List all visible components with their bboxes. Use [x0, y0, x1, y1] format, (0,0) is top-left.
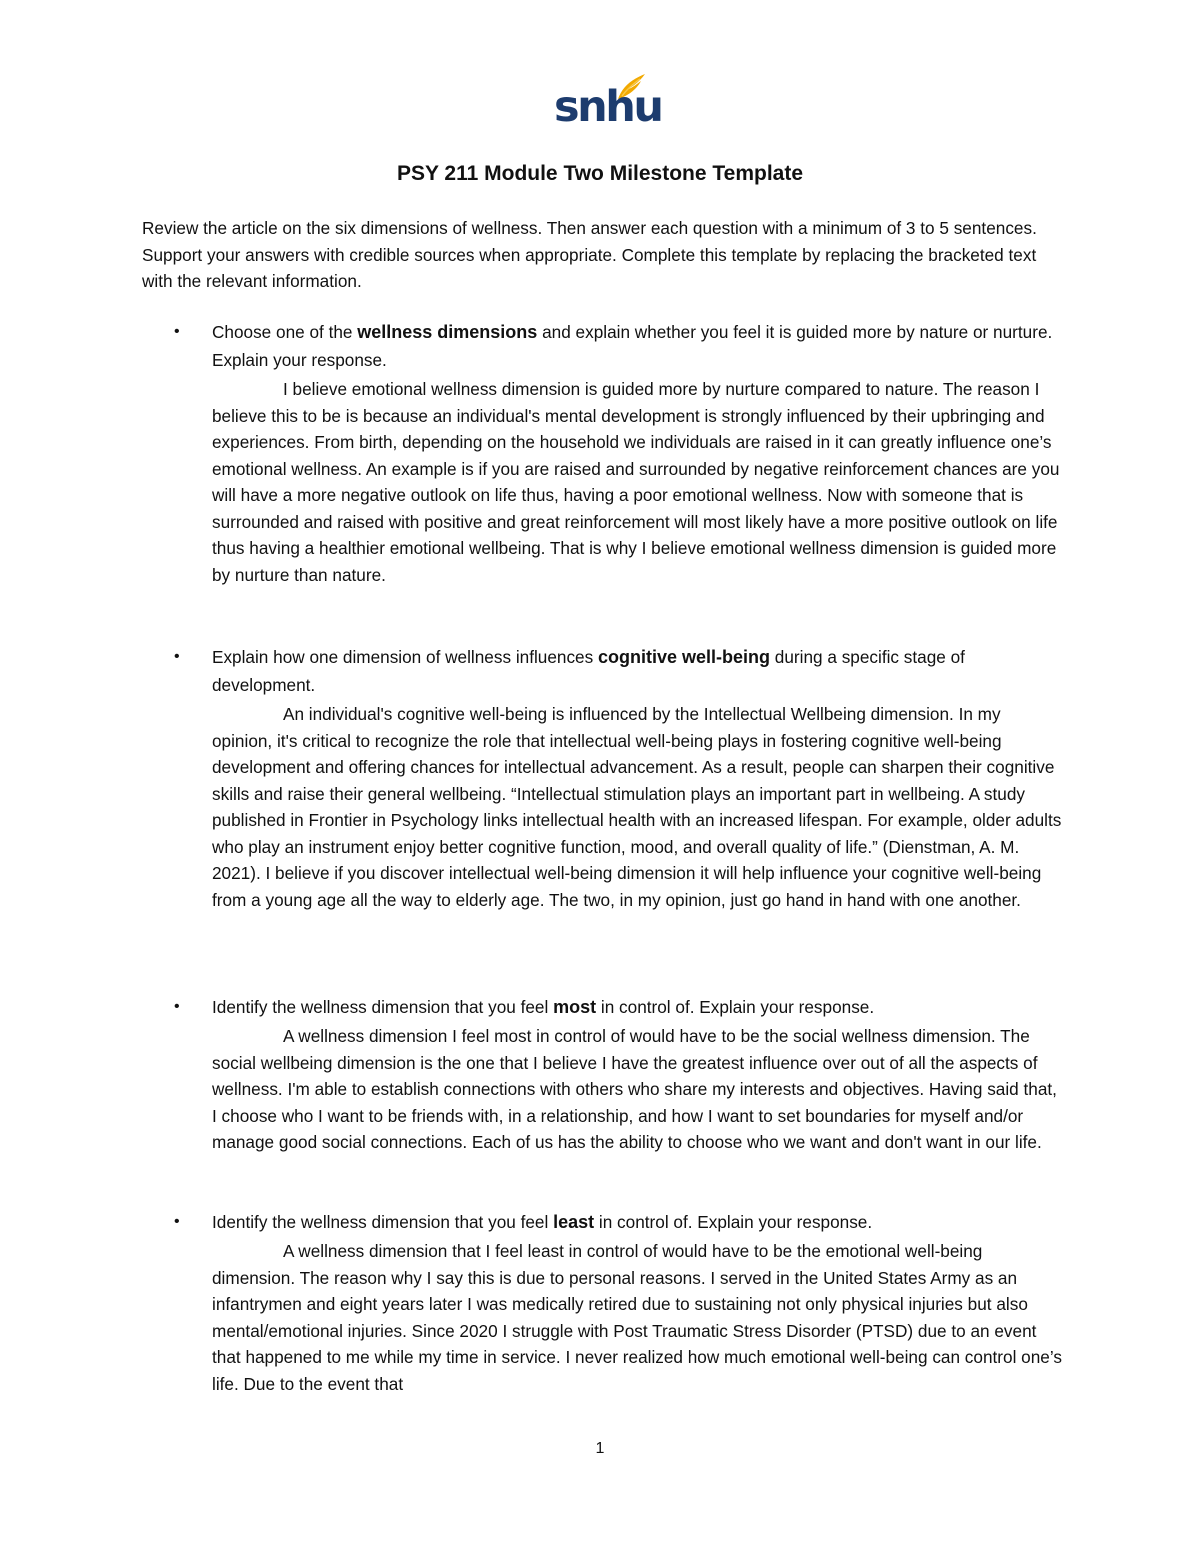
emphasis: cognitive well-being [598, 647, 771, 667]
emphasis: least [553, 1212, 595, 1232]
question-answer: A wellness dimension I feel most in control of would have to be the social wellness dimension. The social wellbeing dimension is the one that I believe I have the greatest influence over out of all the aspects of wellness. I'm able to establish connections with others who share my interests and objectives. Having said that, I choose who I want to be friends with, in a relationship, and how I want to set boundaries for myself and/or manage good social connections. Each of us has the ability to choose who we want and don't want in our life. [212, 1026, 1057, 1152]
bullet-icon: • [174, 998, 180, 1015]
question-item-cognitive [142, 643, 1062, 913]
intro-paragraph: Review the article on the six dimensions of wellness. Then answer each question with a minimum of 3 to 5 sentences. Support your answers with credible sources when appropriate. Complete this template by replacing the bracketed text with the relevant information. [142, 218, 1037, 291]
bullet-icon: • [174, 1213, 180, 1230]
question-item-nature-nurture [142, 318, 1062, 588]
bullet-icon: • [174, 648, 180, 665]
bullet-icon: • [174, 323, 180, 340]
question-item-most-control [142, 993, 1062, 1156]
question-prompt: Explain how one dimension of wellness influences cognitive well-being during a specific stage of development. [212, 647, 965, 695]
snhu-logo [552, 72, 662, 134]
question-prompt: Choose one of the wellness dimensions and explain whether you feel it is guided more by nature or nurture. Explain your response. [212, 322, 1053, 370]
question-prompt: Identify the wellness dimension that you feel most in control of. Explain your response. [212, 997, 875, 1017]
emphasis: wellness dimensions [357, 322, 538, 342]
question-answer: I believe emotional wellness dimension is guided more by nurture compared to nature. The reason I believe this to be is because an individual's mental development is strongly influenced by their upbringing and experiences. From birth, depending on the household we individuals are raised in it can greatly influence one’s emotional wellness. An example is if you are raised and surrounded by negative reinforcement chances are you will have a more negative outlook on life thus, having a poor emotional wellness. Now with someone that is surrounded and raised with positive and great reinforcement will most likely have a more positive outlook on life thus having a healthier emotional wellbeing. That is why I believe emotional wellness dimension is guided more by nurture than nature. [212, 379, 1060, 585]
document-title: PSY 211 Module Two Milestone Template [396, 162, 804, 185]
question-answer: An individual's cognitive well-being is influenced by the Intellectual Wellbeing dimension. In my opinion, it's critical to recognize the role that intellectual well-being plays in fostering cognitive well-being development and offering chances for intellectual advancement. As a result, people can sharpen their cognitive skills and raise their general wellbeing. “Intellectual stimulation plays an important part in wellbeing. A study published in Frontier in Psychology links intellectual health with an increased lifespan. For example, older adults who play an instrument enjoy better cognitive function, mood, and overall quality of life.” (Dienstman, A. M. 2021). I believe if you discover intellectual well-being dimension it will help influence your cognitive well-being from a young age all the way to elderly age. The two, in my opinion, just go hand in hand with one another. [212, 704, 1062, 910]
logo-wordmark: snhu [554, 82, 662, 132]
question-item-least-control [142, 1208, 1062, 1397]
question-prompt: Identify the wellness dimension that you feel least in control of. Explain your response. [212, 1212, 873, 1232]
question-answer: A wellness dimension that I feel least in control of would have to be the emotional well-being dimension. The reason why I say this is due to personal reasons. I served in the United States Army as an infantrymen and eight years later I was medically retired due to sustaining not only physical injuries but also mental/emotional injuries. Since 2020 I struggle with Post Traumatic Stress Disorder (PTSD) due to an event that happened to me while my time in service. I never realized how much emotional well-being can control one’s life. Due to the event that [212, 1241, 1062, 1394]
emphasis: most [553, 997, 597, 1017]
page-number: 1 [595, 1440, 605, 1457]
